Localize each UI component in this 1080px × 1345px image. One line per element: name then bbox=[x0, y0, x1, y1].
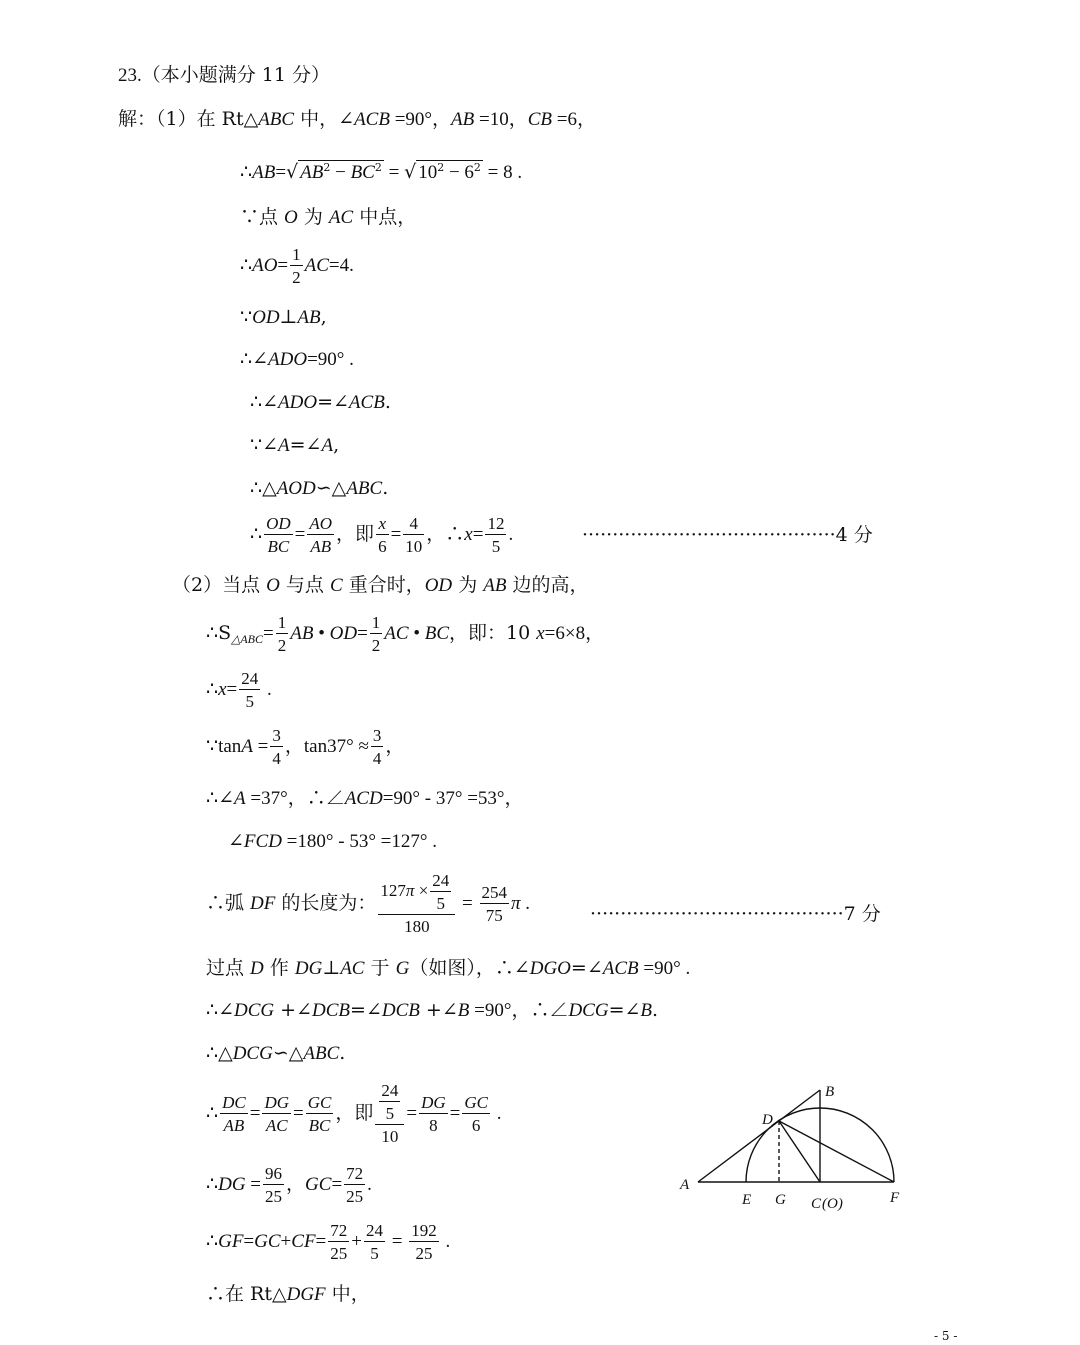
fraction: $\frac{24}{5}$ bbox=[365, 1221, 383, 1263]
fraction: $\frac{DG}{8}$ bbox=[421, 1092, 446, 1135]
part1-line6: ∴∠ADO=90° . bbox=[240, 348, 354, 370]
part1-line2: ∴AB=√ $AB^2 - BC^2$ = √ $10^2 - 6^2 = 8$ . bbox=[240, 161, 523, 183]
part2-line8: 过点 D 作 DG⊥AC 于 G（如图），∴∠DGO=∠ACB =90° . bbox=[206, 957, 691, 979]
part2-line7: ∴弧 DF 的长度为： 127π × $\frac{24}{5}$ 180 = $\frac{254}{75}$ π . bbox=[206, 871, 531, 936]
part2-line14: ∴在 Rt△DGF 中， bbox=[206, 1283, 370, 1305]
part2-line3: ∴x= $\frac{24}{5}$ . bbox=[206, 669, 272, 711]
page-number: - 5 - bbox=[934, 1329, 958, 1343]
part2-line5: ∴∠A =37°，∴∠ACD=90° - 37° =53°， bbox=[206, 787, 524, 809]
fraction: $\frac{1}{2}$ bbox=[292, 245, 301, 287]
fraction: $\frac{24}{5}$ bbox=[432, 871, 450, 913]
arc-length-fraction: 127π × $\frac{24}{5}$ 180 bbox=[378, 872, 455, 935]
part1-line1: 解：（1）在 Rt△ABC 中，∠ACB =90°，AB =10，CB =6， bbox=[118, 108, 596, 130]
fraction: $\frac{DG}{AC}$ bbox=[264, 1092, 289, 1135]
score-label: 7 分 bbox=[843, 903, 881, 925]
label-d: D bbox=[762, 1112, 773, 1128]
label-e: E bbox=[742, 1192, 752, 1208]
fraction: $\frac{72}{25}$ bbox=[346, 1164, 364, 1206]
fraction: $\frac{AO}{AB}$ bbox=[309, 514, 333, 556]
part2-line1: （2）当点 O 与点 C 重合时，OD 为 AB 边的高， bbox=[172, 574, 589, 596]
fraction: $\frac{3}{4}$ bbox=[372, 726, 382, 768]
fraction: $\frac{3}{4}$ bbox=[272, 726, 281, 768]
label-a: A bbox=[680, 1177, 690, 1193]
part2-line10: ∴△DCG∽△ABC. bbox=[206, 1042, 346, 1064]
dot-leader: ·········································· bbox=[582, 524, 836, 546]
part1-line10: ∴ $\frac{OD}{BC}$ = $\frac{AO}{AB}$ ，即 $\frac{x}{6}$ = $\frac{4}{10}$ ，∴x= $\frac{12}{5}$ . bbox=[250, 514, 514, 556]
sqrt-expression: $AB^2 - BC^2$ bbox=[300, 161, 382, 183]
fraction: $\frac{24}{5}$ bbox=[381, 1081, 399, 1123]
label-o: (O) bbox=[822, 1196, 843, 1212]
solution-label: 解： bbox=[118, 108, 157, 130]
sqrt-numeric: $10^2 - 6^2$ bbox=[418, 161, 481, 183]
fraction: $\frac{24}{5}$ bbox=[241, 669, 259, 711]
fraction: $\frac{254}{75}$ bbox=[481, 882, 508, 925]
score-marker-4 bbox=[582, 526, 873, 545]
compound-fraction: $\frac{\frac{24}{5}}{10}$ bbox=[375, 1082, 404, 1145]
part1-line8: ∵∠A=∠A, bbox=[250, 434, 340, 456]
part2-line4: ∵tanA = $\frac{3}{4}$ ，tan37° ≈ $\frac{3}{4}$ ， bbox=[206, 726, 405, 768]
fraction: $\frac{GC}{6}$ bbox=[464, 1092, 488, 1135]
problem-header bbox=[118, 66, 330, 85]
segment-dc bbox=[779, 1121, 820, 1182]
fraction: $\frac{DC}{AB}$ bbox=[222, 1092, 246, 1135]
problem-number: 23. bbox=[118, 65, 142, 86]
part1-line5: ∵OD⊥AB, bbox=[240, 306, 327, 328]
fraction: $\frac{1}{2}$ bbox=[371, 613, 381, 655]
part1-line4: ∴AO= $\frac{1}{2}$ AC=4. bbox=[240, 245, 354, 287]
problem-score-note: （本小题满分 11 分） bbox=[141, 64, 331, 86]
fraction: $\frac{72}{25}$ bbox=[330, 1221, 348, 1263]
part2-line6: ∠FCD =180° - 53° =127° . bbox=[228, 830, 437, 852]
dot-leader: ·········································· bbox=[590, 903, 844, 925]
fraction: $\frac{x}{6}$ bbox=[378, 514, 387, 556]
fraction: $\frac{GC}{BC}$ bbox=[307, 1092, 332, 1135]
part2-line11: ∴ $\frac{DC}{AB}$ = $\frac{DG}{AC}$ = $\frac{GC}{BC}$ ，即 $\frac{\frac{24}{5}}{10}$ = $\frac{DG}{8}$ = $\frac{GC}{6}$ . bbox=[206, 1081, 502, 1146]
part1-line7: ∴∠ADO=∠ACB. bbox=[250, 391, 391, 413]
fraction: $\frac{4}{10}$ bbox=[405, 514, 423, 556]
fraction: $\frac{12}{5}$ bbox=[487, 514, 505, 556]
label-b: B bbox=[825, 1084, 835, 1100]
part2-line9: ∴∠DCG +∠DCB=∠DCB +∠B =90°，∴∠DCG=∠B. bbox=[206, 999, 659, 1021]
geometry-figure bbox=[672, 1078, 912, 1218]
fraction: $\frac{OD}{BC}$ bbox=[266, 514, 291, 556]
fraction: $\frac{1}{2}$ bbox=[277, 613, 287, 655]
part2-line12: ∴DG = $\frac{96}{25}$ ，GC= $\frac{72}{25}$ . bbox=[206, 1164, 372, 1206]
score-label: 4 分 bbox=[835, 524, 873, 546]
fraction: $\frac{192}{25}$ bbox=[411, 1221, 437, 1263]
part2-line13: ∴GF=GC+CF= $\frac{72}{25}$ + $\frac{24}{5}$ = $\frac{192}{25}$ . bbox=[206, 1221, 451, 1263]
score-marker-7 bbox=[590, 905, 881, 924]
segment-df bbox=[779, 1121, 894, 1182]
label-g: G bbox=[775, 1192, 786, 1208]
label-f: F bbox=[890, 1190, 900, 1206]
fraction: $\frac{96}{25}$ bbox=[265, 1164, 283, 1206]
part2-line2: $\therefore S_{\triangle ABC}=$ $\frac{1}{2}$ AB • OD= $\frac{1}{2}$ AC • BC，即：10 x=6×8， bbox=[206, 613, 605, 655]
label-c: C bbox=[811, 1196, 822, 1212]
part1-line3: ∵点 O 为 AC 中点， bbox=[240, 206, 417, 228]
part1-line9: ∴△AOD∽△ABC. bbox=[250, 477, 389, 499]
segment-ab bbox=[698, 1090, 820, 1182]
